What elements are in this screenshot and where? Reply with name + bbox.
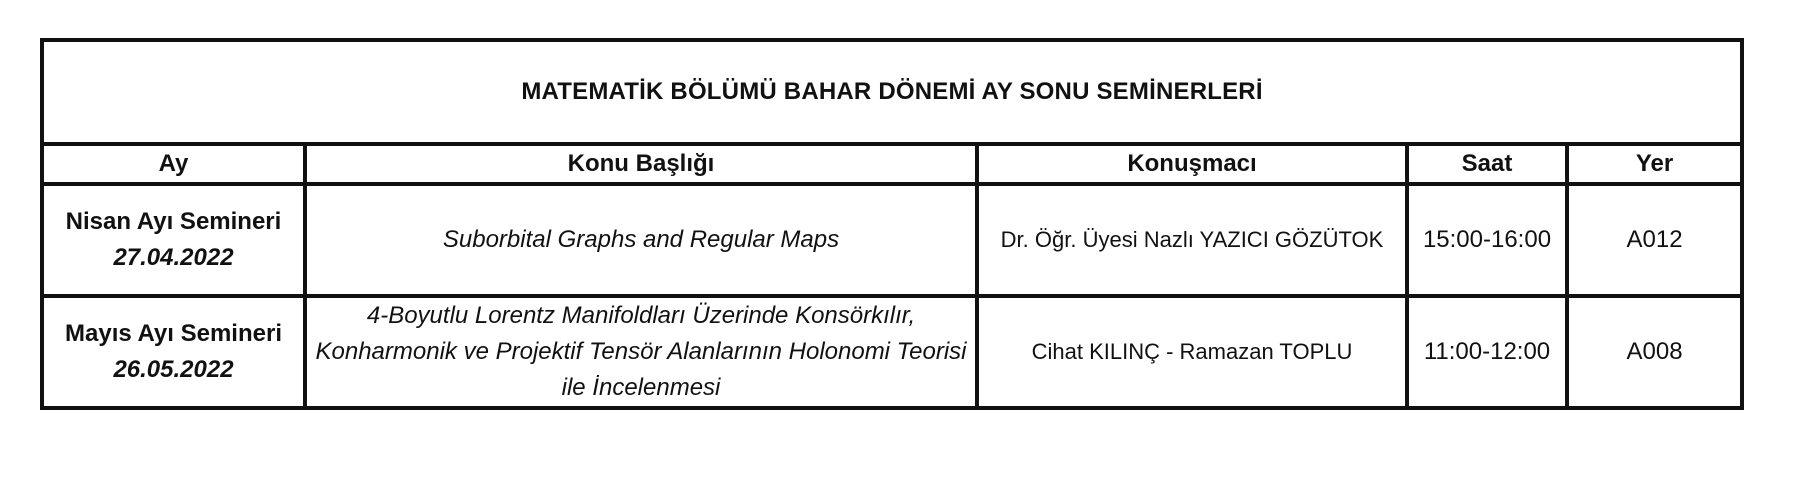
title-row	[42, 40, 1742, 144]
header-month: Ay	[42, 144, 305, 184]
topic-cell: 4-Boyutlu Lorentz Manifoldları Üzerinde Konsörkılır, Konharmonik ve Projektif Tensör Alanlarının Holonomi Teorisi ile İncelenmesi	[305, 296, 977, 408]
header-speaker: Konuşmacı	[977, 144, 1407, 184]
table-row	[42, 296, 1742, 408]
table-title: MATEMATİK BÖLÜMÜ BAHAR DÖNEMİ AY SONU SEMİNERLERİ	[42, 40, 1742, 144]
speaker-cell: Dr. Öğr. Üyesi Nazlı YAZICI GÖZÜTOK	[977, 184, 1407, 296]
header-time: Saat	[1407, 144, 1567, 184]
month-cell	[42, 184, 305, 296]
room-cell: A008	[1567, 296, 1742, 408]
header-row	[42, 144, 1742, 184]
month-name: Mayıs Ayı Semineri	[65, 320, 282, 347]
seminar-table	[40, 38, 1744, 410]
header-room: Yer	[1567, 144, 1742, 184]
time-cell: 15:00-16:00	[1407, 184, 1567, 296]
seminar-date: 27.04.2022	[113, 244, 234, 271]
month-name: Nisan Ayı Semineri	[65, 208, 282, 235]
topic-cell: Suborbital Graphs and Regular Maps	[305, 184, 977, 296]
speaker-cell: Cihat KILINÇ - Ramazan TOPLU	[977, 296, 1407, 408]
room-cell: A012	[1567, 184, 1742, 296]
month-cell	[42, 296, 305, 408]
header-topic: Konu Başlığı	[305, 144, 977, 184]
time-cell: 11:00-12:00	[1407, 296, 1567, 408]
seminar-date: 26.05.2022	[113, 356, 234, 383]
table-row	[42, 184, 1742, 296]
